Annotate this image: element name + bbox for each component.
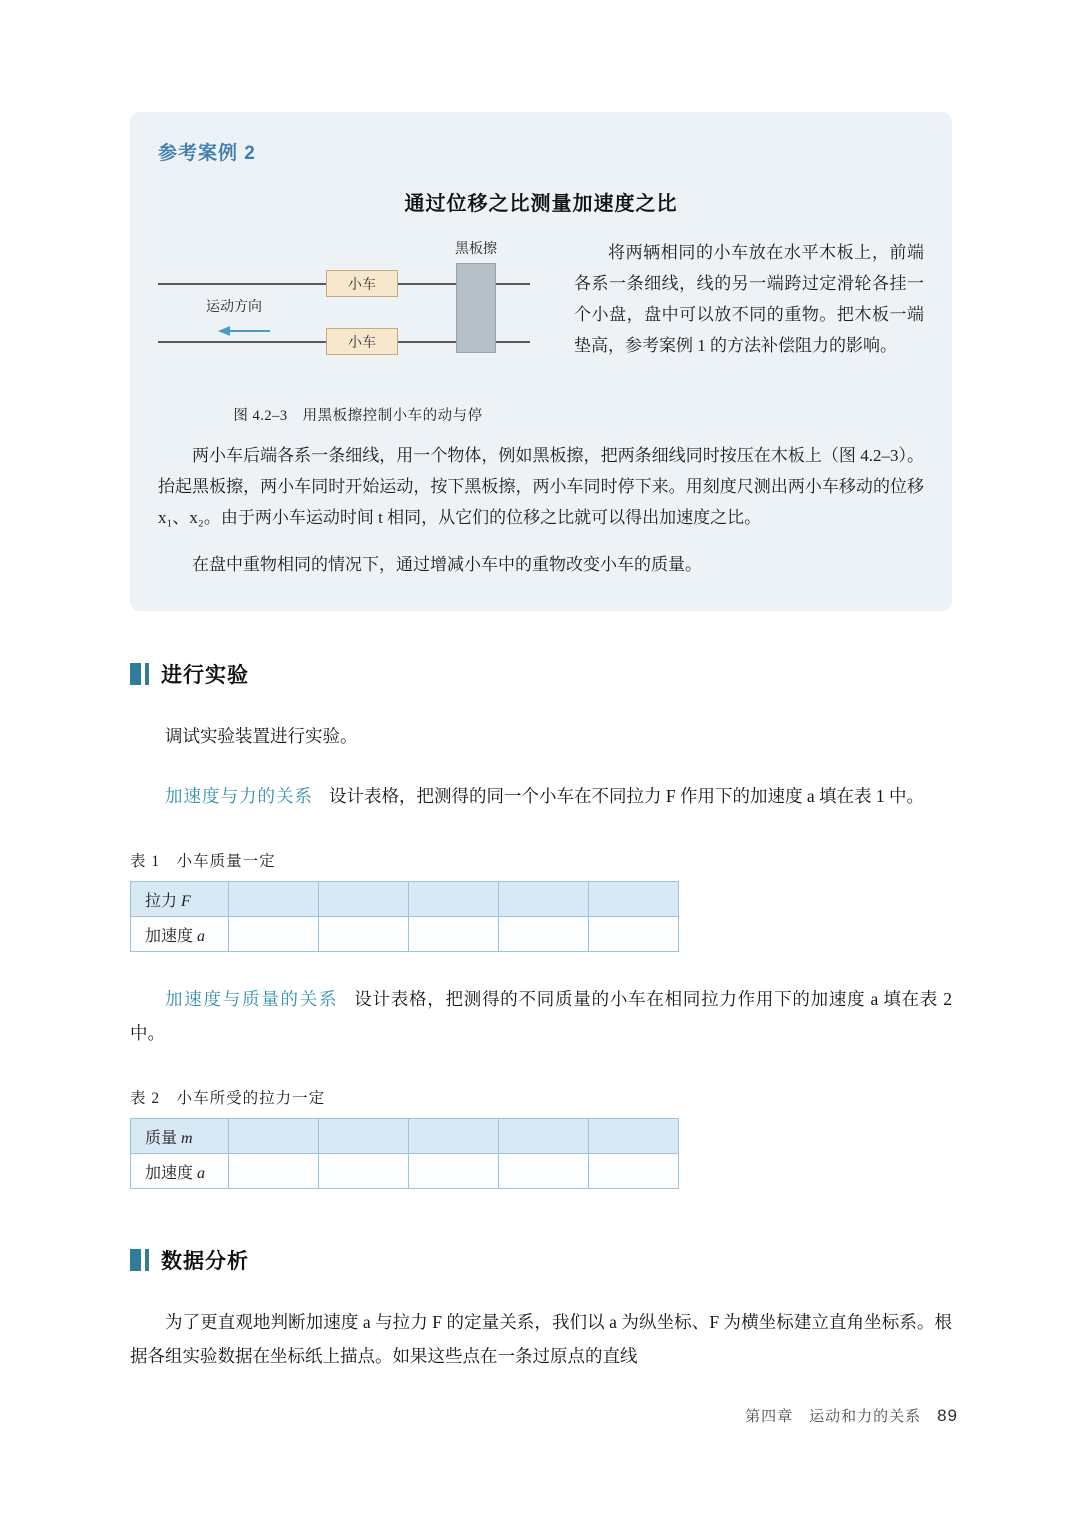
table-cell (589, 917, 679, 952)
setup-paragraph: 调试实验装置进行实验。 (165, 725, 358, 746)
eraser-block (456, 263, 496, 353)
force-relation-lead: 加速度与力的关系 (165, 785, 313, 806)
section-marker-icon (130, 1249, 149, 1271)
section-marker-icon (130, 663, 149, 685)
reference-case-box (130, 112, 952, 611)
row-label (131, 1119, 229, 1154)
mass-relation-text: 设计表格，把测得的不同质量的小车在相同拉力作用下的加速度 a 填在表 2 中。 (130, 989, 953, 1044)
table-cell (499, 917, 589, 952)
table-cell (499, 882, 589, 917)
table2 (130, 1118, 679, 1189)
case-title: 通过位移之比测量加速度之比 (404, 193, 678, 215)
table-cell (499, 1119, 589, 1154)
table-cell (229, 882, 319, 917)
experiment-diagram (158, 238, 558, 398)
row-label-variable: m (181, 1129, 193, 1147)
footer-chapter: 第四章 运动和力的关系 (745, 1409, 922, 1425)
section-heading-experiment (130, 659, 952, 689)
section-title: 进行实验 (161, 663, 249, 687)
mass-relation-paragraph (130, 982, 952, 1050)
case-label: 参考案例 2 (158, 143, 256, 164)
case-intro-paragraph: 将两辆相同的小车放在水平木板上，前端各系一条细线，线的另一端跨过定滑轮各挂一个小盘，盘中可以放不同的重物。把木板一端垫高，参考案例 1 的方法补偿阻力的影响。 (574, 243, 924, 355)
table2-caption: 表 2 小车所受的拉力一定 (130, 1090, 326, 1108)
table-cell (409, 882, 499, 917)
row-label (131, 1154, 229, 1189)
direction-arrow-icon (218, 324, 272, 342)
car-box-bottom (326, 328, 398, 355)
table-row (131, 1119, 679, 1154)
section-title: 数据分析 (161, 1250, 249, 1274)
table-cell (409, 917, 499, 952)
table1 (130, 881, 679, 952)
footer-page-number: 89 (937, 1406, 958, 1425)
figure-caption: 图 4.2–3 用黑板擦控制小车的动与停 (233, 408, 483, 424)
case-note-paragraph: 在盘中重物相同的情况下，通过增减小车中的重物改变小车的质量。 (192, 554, 702, 574)
force-relation-text: 设计表格，把测得的同一个小车在不同拉力 F 作用下的加速度 a 填在表 1 中。 (329, 785, 924, 806)
mass-relation-lead: 加速度与质量的关系 (165, 989, 339, 1009)
table-row (131, 917, 679, 952)
case-body (158, 238, 924, 425)
table-cell (319, 1154, 409, 1189)
table-cell (499, 1154, 589, 1189)
row-label-variable: a (197, 927, 206, 945)
row-label (131, 917, 229, 952)
table-cell (589, 882, 679, 917)
table-cell (229, 917, 319, 952)
force-relation-paragraph (130, 779, 952, 813)
table-cell (319, 1119, 409, 1154)
row-label-variable: F (181, 892, 191, 910)
eraser-label: 黑板擦 (455, 242, 497, 257)
car-label: 小车 (348, 335, 376, 351)
row-label-text: 加速度 (145, 1164, 198, 1182)
row-label-text: 质量 (145, 1129, 182, 1147)
analysis-paragraph: 为了更直观地判断加速度 a 与拉力 F 的定量关系，我们以 a 为纵坐标、F 为横坐标建立直角坐标系。根据各组实验数据在坐标纸上描点。如果这些点在一条过原点的直线 (130, 1312, 952, 1367)
case-main-paragraph: 两小车后端各系一条细线，用一个物体，例如黑板擦，把两条细线同时按压在木板上（图 4.2–3）。抬起黑板擦，两小车同时开始运动，按下黑板擦，两小车同时停下来。用刻度尺测出两小车移动的位移 x₁、x₂。由于两小车运动时间 t 相同，从它们的位移之比就可以得出加速度之比。 (158, 446, 924, 527)
row-label-text: 拉力 (145, 892, 182, 910)
table-cell (589, 1119, 679, 1154)
table-cell (409, 1154, 499, 1189)
diagram-column (158, 238, 558, 425)
table-row (131, 882, 679, 917)
page-content (130, 112, 952, 1374)
car-box-top (326, 270, 398, 297)
page-footer (745, 1405, 958, 1426)
direction-label: 运动方向 (206, 300, 262, 315)
row-label-text: 加速度 (145, 927, 198, 945)
table-row (131, 1154, 679, 1189)
table1-caption: 表 1 小车质量一定 (130, 853, 276, 870)
table-cell (319, 882, 409, 917)
section-heading-analysis (130, 1245, 952, 1275)
row-label (131, 882, 229, 917)
table-cell (319, 917, 409, 952)
table-cell (409, 1119, 499, 1154)
case-intro-column (558, 238, 924, 425)
row-label-variable: a (197, 1164, 206, 1182)
table-cell (229, 1154, 319, 1189)
table-cell (589, 1154, 679, 1189)
table-cell (229, 1119, 319, 1154)
car-label: 小车 (348, 277, 376, 293)
